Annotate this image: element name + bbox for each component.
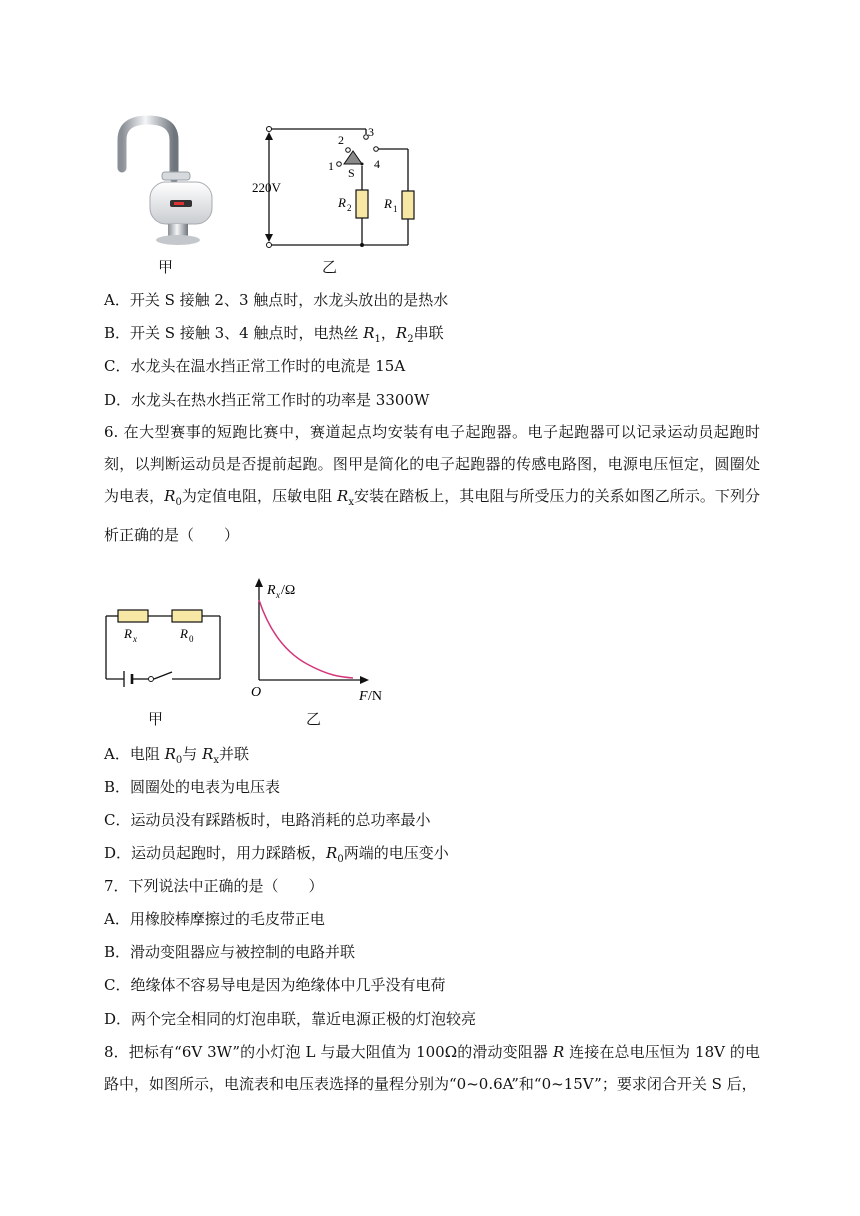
- q5-option-b-separator: ，: [380, 324, 396, 342]
- r-symbol: R: [363, 324, 375, 342]
- resistor-r0: [172, 610, 202, 622]
- y-axis-symbol: R: [267, 583, 276, 598]
- q5-option-b-end: 串联: [413, 324, 444, 342]
- q6-option-d-text: D．运动员起跑时，用力踩踏板，: [104, 844, 327, 862]
- resistor-rx: [118, 610, 148, 622]
- q6-stem-part2: 为定值电阻，压敏电阻: [181, 487, 338, 505]
- q8-stem: [104, 1036, 760, 1100]
- rx-label: R: [124, 626, 132, 641]
- sensor-circuit-diagram: [100, 600, 235, 695]
- r-symbol: R: [552, 1043, 565, 1061]
- faucet-figure: [108, 110, 228, 250]
- voltage-label: 220V: [252, 180, 281, 195]
- q7-option-a: A．用橡胶棒摩擦过的毛皮带正电: [104, 910, 325, 928]
- r1-label-sub: 1: [393, 204, 398, 214]
- terminal-top: [267, 127, 272, 132]
- q6-option-b: B．圆圈处的电表为电压表: [104, 778, 281, 796]
- r-symbol: R: [164, 487, 176, 505]
- q6-option-d-end: 两端的电压变小: [343, 844, 449, 862]
- q6-option-a-text: A．电阻: [104, 745, 165, 763]
- q6-option-d: [104, 843, 449, 870]
- r-subscript: 0: [175, 755, 183, 766]
- arrow-up-icon: [265, 132, 273, 140]
- q7-option-b: B．滑动变阻器应与被控制的电路并联: [104, 943, 356, 961]
- contact-1-label: 1: [328, 159, 334, 173]
- y-axis-unit: /Ω: [281, 583, 296, 598]
- q5-option-d: D．水龙头在热水挡正常工作时的功率是 3300W: [104, 391, 430, 409]
- x-axis-symbol: F: [359, 689, 368, 704]
- x-axis-unit: /N: [368, 689, 382, 704]
- r-symbol: R: [164, 745, 176, 763]
- rx-label-sub: x: [133, 634, 137, 644]
- r2-label-sub: 2: [347, 203, 352, 213]
- fig2-caption-right: 乙: [306, 710, 322, 728]
- q6-stem: [104, 416, 760, 551]
- q6-stem-part1: 6. 在大型赛事的短跑比赛中，赛道起点均安装有电子起跑器。电子起跑器可以记录运动员起跑时刻，以判断运动员是否提前起跑。图甲是简化的电子起跑器的传感电路图，电源电压恒定，圆圈处为电表，: [104, 423, 760, 505]
- terminal-bottom: [267, 243, 272, 248]
- heater-circuit-diagram: [250, 118, 430, 253]
- r-symbol: R: [395, 324, 408, 342]
- fig2-caption-left: 甲: [148, 710, 164, 728]
- q5-option-b: [104, 323, 444, 350]
- r2-label: R: [338, 195, 346, 210]
- r-subscript: 0: [337, 854, 344, 865]
- q6-stem-part3: 安装在踏板上，其电阻与所受压力的关系如图乙所示。下列分析正确的是（ ）: [104, 487, 760, 544]
- contact-2-label: 2: [338, 133, 344, 147]
- contact-3-label: 3: [368, 125, 374, 139]
- fig1-caption-right: 乙: [322, 258, 338, 276]
- q5-option-a: A．开关 S 接触 2、3 触点时，水龙头放出的是热水: [104, 291, 449, 309]
- r-symbol: R: [337, 487, 349, 505]
- rotary-switch-icon: [344, 151, 362, 164]
- contact-4: [374, 147, 379, 152]
- origin-label: O: [251, 685, 262, 700]
- q8-stem-part1: 8．把标有“6V 3W”的小灯泡 L 与最大阻值为 100Ω的滑动变阻器: [104, 1043, 553, 1061]
- q7-option-c: C．绝缘体不容易导电是因为绝缘体中几乎没有电荷: [104, 976, 446, 994]
- q8-stem-part2: 连接在总电压恒为 18V 的电路中，如图所示，电流表和电压表选择的量程分别为“0~0.6A”和“0~15V”；要求闭合开关 S 后，: [104, 1043, 760, 1093]
- q6-option-a-mid: 与: [182, 745, 203, 763]
- r0-label-sub: 0: [189, 634, 194, 644]
- contact-1: [337, 162, 342, 167]
- resistor-r1: [402, 191, 414, 219]
- contact-4-label: 4: [374, 157, 380, 171]
- rx-curve: [259, 600, 353, 678]
- r1-label: R: [384, 196, 392, 211]
- r-subscript: 2: [407, 334, 414, 345]
- fig1-caption-left: 甲: [158, 258, 174, 276]
- r-symbol: R: [202, 745, 214, 763]
- arrow-up-icon: [255, 578, 263, 587]
- r-subscript: x: [348, 497, 354, 508]
- rx-force-graph: [245, 574, 395, 704]
- r-symbol: R: [326, 844, 338, 862]
- arrow-down-icon: [265, 234, 273, 242]
- q5-option-b-text: B．开关 S 接触 3、4 触点时，电热丝: [104, 324, 364, 342]
- q7-stem: 7．下列说法中正确的是（ ）: [104, 877, 324, 895]
- r0-label: R: [180, 626, 188, 641]
- q5-option-c: C．水龙头在温水挡正常工作时的电流是 15A: [104, 357, 406, 375]
- q6-option-c: C．运动员没有踩踏板时，电路消耗的总功率最小: [104, 811, 431, 829]
- q6-option-a-end: 并联: [219, 745, 250, 763]
- q7-option-d: D．两个完全相同的灯泡串联，靠近电源正极的灯泡较亮: [104, 1010, 477, 1028]
- switch-icon: [149, 677, 154, 682]
- contact-2: [346, 148, 351, 153]
- r-subscript: 0: [175, 497, 182, 508]
- resistor-r2: [356, 190, 368, 218]
- q6-option-a: [104, 744, 249, 771]
- r-subscript: 1: [374, 334, 381, 345]
- switch-label: S: [348, 166, 355, 180]
- arrow-right-icon: [360, 676, 369, 684]
- r-subscript: x: [213, 755, 219, 766]
- y-axis-subscript: x: [276, 590, 280, 600]
- faucet-image: [108, 110, 228, 250]
